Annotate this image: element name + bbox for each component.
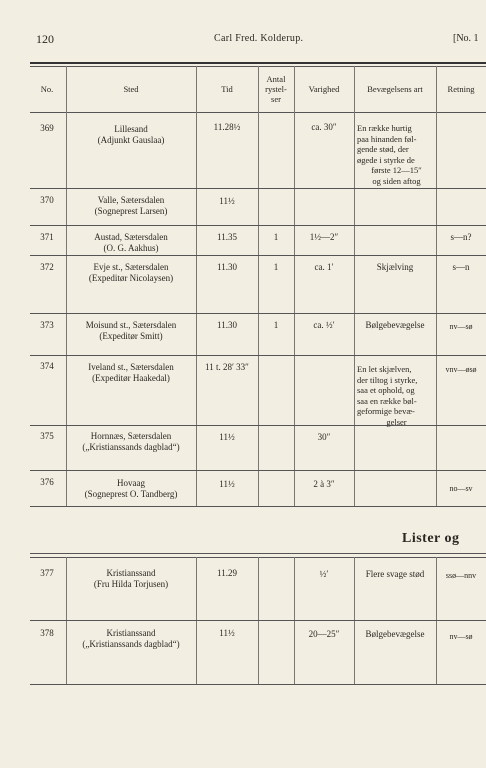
cell-sted	[66, 431, 196, 453]
cell-sted	[66, 568, 196, 590]
cell-no: 376	[40, 477, 54, 487]
cell-no: 378	[40, 628, 54, 638]
cell-sted-line: (Expeditør Smitt)	[99, 331, 163, 341]
col-header-antal-line2: rystel-	[265, 84, 287, 94]
cell-tid: 11.35	[217, 232, 237, 242]
cell-art: Skjælving	[376, 262, 414, 272]
cell-antal: 1	[273, 232, 279, 242]
cell-varighed: 1½—2″	[309, 232, 339, 242]
section-heading: Lister og	[402, 531, 460, 546]
cell-varighed: ca. 1′	[314, 262, 334, 272]
cell-sted-line: (Sogneprest Larsen)	[94, 206, 168, 216]
cell-art: Bølgebevægelse	[365, 629, 425, 639]
cell-antal: 1	[273, 320, 279, 330]
cell-art: Flere svage stød	[365, 569, 425, 579]
cell-art-line: En række hurtig	[357, 123, 412, 133]
cell-sted-line: (Adjunkt Gauslaa)	[97, 135, 165, 145]
cell-varighed: ca. ½′	[313, 320, 335, 330]
cell-sted-line: Hovaag	[117, 478, 145, 488]
cell-sted	[66, 124, 196, 146]
cell-no: 372	[40, 262, 54, 272]
cell-sted	[66, 628, 196, 650]
cell-art: Bølgebevægelse	[365, 320, 425, 330]
cell-antal: 1	[273, 262, 279, 272]
cell-art	[357, 364, 436, 428]
cell-no: 375	[40, 431, 54, 441]
page-number: 120	[36, 32, 54, 46]
col-header-antal	[258, 74, 294, 104]
cell-no: 374	[40, 361, 54, 371]
cell-varighed: ½′	[319, 569, 329, 579]
cell-no: 373	[40, 320, 54, 330]
cell-retning: ssø—nnv	[445, 571, 477, 580]
row-rule	[30, 684, 486, 685]
cell-art-line: gelser	[386, 416, 407, 427]
cell-sted-line: Valle, Sætersdalen	[97, 195, 165, 205]
cell-tid: 11½	[219, 479, 235, 489]
cell-sted	[66, 232, 196, 254]
cell-no: 377	[40, 568, 54, 578]
section-rule	[30, 553, 486, 554]
cell-sted	[66, 320, 196, 342]
cell-no: 370	[40, 195, 54, 205]
cell-art-line: første 12—15″	[371, 165, 422, 176]
col-rule	[436, 66, 437, 506]
cell-art-line: og siden aftog	[372, 175, 421, 186]
cell-art-line: øgede i styrke de	[357, 154, 415, 165]
cell-sted	[66, 478, 196, 500]
row-rule	[30, 470, 486, 471]
row-rule	[30, 355, 486, 356]
cell-varighed: 2 à 3″	[313, 479, 335, 489]
cell-tid: 11.29	[217, 568, 237, 578]
cell-tid: 11.28½	[213, 122, 241, 132]
cell-sted-line: Lillesand	[114, 124, 148, 134]
cell-tid: 11 t. 28′ 33″	[205, 362, 249, 372]
cell-tid: 11½	[219, 628, 235, 638]
cell-sted	[66, 195, 196, 217]
cell-art	[357, 123, 436, 187]
cell-sted	[66, 362, 196, 384]
running-title: Carl Fred. Kolderup.	[214, 33, 304, 44]
row-rule	[30, 225, 486, 226]
col-rule	[354, 66, 355, 506]
cell-art-line: saa et ophold, og	[357, 385, 415, 396]
col-header-retning: Retning	[447, 84, 475, 94]
cell-sted-line: („Kristianssands dagblad“)	[82, 639, 180, 649]
cell-sted-line: Moisund st., Sætersdalen	[85, 320, 177, 330]
row-rule	[30, 620, 486, 621]
col-header-tid: Tid	[221, 84, 233, 94]
cell-art-line: gende stød, der	[357, 144, 409, 155]
cell-sted-line: (Expeditør Nicolaysen)	[88, 273, 174, 283]
cell-sted-line: („Kristianssands dagblad“)	[82, 442, 180, 452]
row-rule	[30, 313, 486, 314]
cell-sted	[66, 262, 196, 284]
cell-tid: 11.30	[217, 262, 237, 272]
col-header-art: Bevægelsens art	[367, 84, 423, 94]
col-header-no: No.	[40, 84, 54, 94]
cell-sted-line: (O. G. Aakhus)	[103, 243, 159, 253]
col-header-antal-line1: Antal	[266, 74, 286, 84]
cell-retning: s—n?	[450, 232, 472, 242]
cell-sted-line: Iveland st., Sætersdalen	[88, 362, 174, 372]
cell-sted-line: Evje st., Sætersdalen	[93, 262, 169, 272]
cell-sted-line: Austad, Sætersdalen	[94, 232, 168, 242]
row-rule	[30, 506, 486, 507]
cell-art-line: En let skjælven,	[357, 364, 412, 374]
cell-sted-line: Hornnæs, Sætersdalen	[90, 431, 172, 441]
cell-sted-line: (Fru Hilda Torjusen)	[93, 579, 169, 589]
cell-tid: 11½	[219, 432, 235, 442]
cell-sted-line: (Sogneprest O. Tandberg)	[84, 489, 178, 499]
col-header-sted: Sted	[123, 84, 139, 94]
col-rule	[258, 66, 259, 506]
table-top-rule	[30, 62, 486, 64]
cell-sted-line: Kristianssand	[106, 568, 156, 578]
row-rule	[30, 255, 486, 256]
cell-tid: 11.30	[217, 320, 237, 330]
cell-retning: vnv—øsø	[445, 365, 477, 374]
col-header-antal-line3: ser	[271, 94, 281, 104]
cell-art-line: paa hinanden føl-	[357, 133, 417, 144]
cell-sted-line: Kristianssand	[106, 628, 156, 638]
cell-varighed: ca. 30″	[311, 122, 337, 132]
section-reference: [No. 1	[453, 33, 479, 44]
cell-retning: nv—sø	[449, 632, 473, 641]
cell-art-line: saa en række bøl-	[357, 395, 417, 406]
cell-no: 371	[40, 232, 54, 242]
cell-tid: 11½	[219, 196, 235, 206]
cell-art-line: geformige bevæ-	[357, 406, 415, 417]
page-header	[0, 32, 486, 48]
cell-varighed: 30″	[317, 432, 331, 442]
cell-art-line: der tiltog i styrke,	[357, 374, 418, 385]
cell-varighed: 20—25″	[308, 629, 340, 639]
cell-retning: s—n	[452, 262, 470, 272]
cell-retning: nv—sø	[449, 322, 473, 331]
cell-sted-line: (Expeditør Haakedal)	[92, 373, 170, 383]
col-header-varighed: Varighed	[308, 84, 340, 94]
cell-no: 369	[40, 123, 54, 133]
cell-retning: no—sv	[449, 484, 473, 493]
row-rule	[30, 188, 486, 189]
